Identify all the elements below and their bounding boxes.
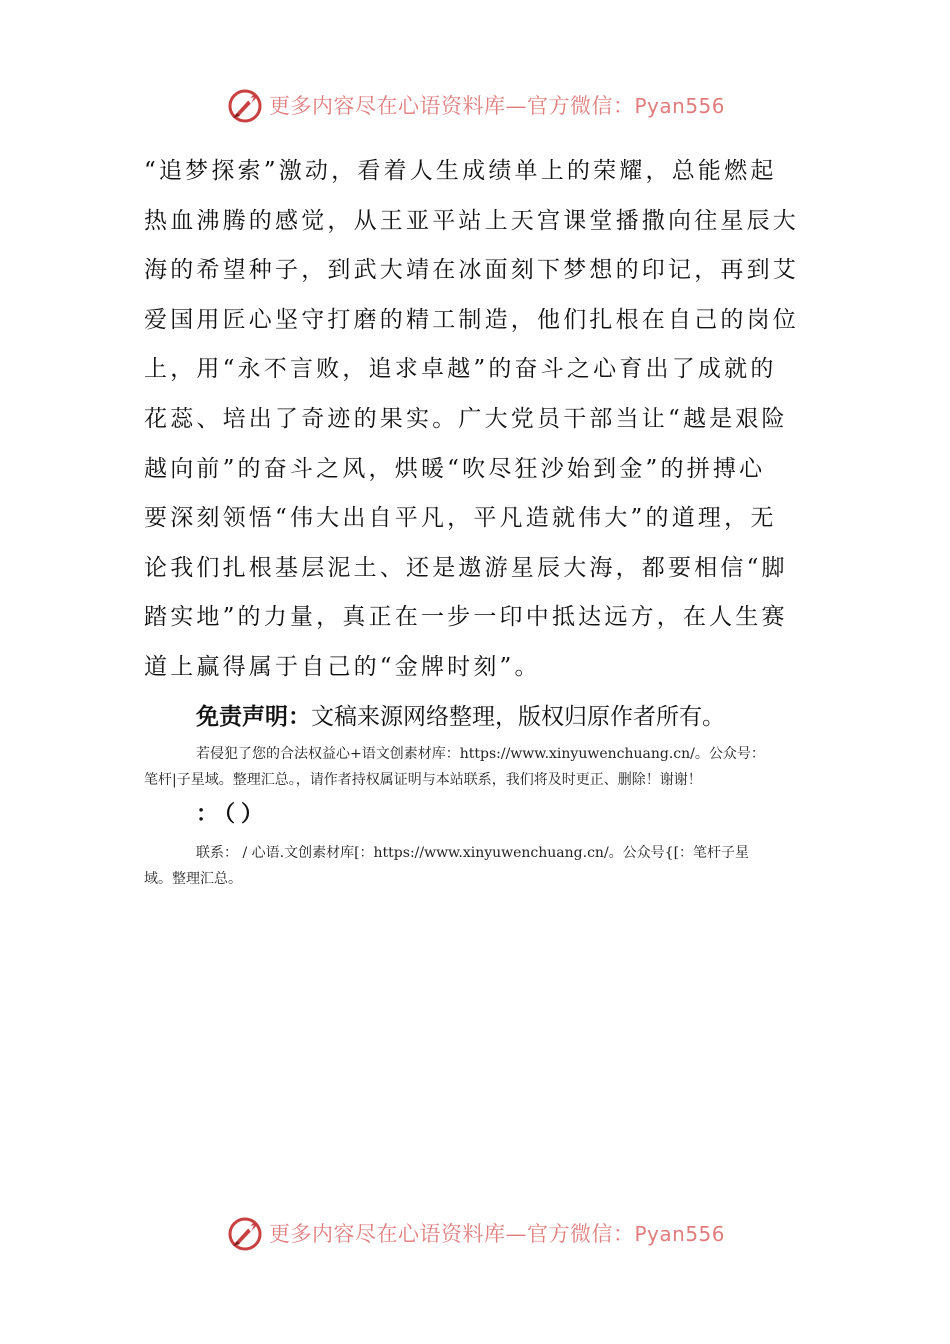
body-line: 踏实地”的力量，真正在一步一印中抵达远方，在人生赛 bbox=[144, 604, 788, 631]
body-line: 要深刻领悟“伟大出自平凡，平凡造就伟大”的道理，无 bbox=[144, 505, 777, 532]
punctuation-mark: ：（） bbox=[196, 802, 270, 827]
disclaimer-text: 文稿来源网络整理，版权归原作者所有。 bbox=[311, 704, 725, 730]
banner-text bbox=[269, 90, 725, 120]
body-line: 道上赢得属于自己的“金牌时刻”。 bbox=[144, 653, 541, 680]
header-banner bbox=[0, 80, 950, 130]
banner-slogan: 更多内容尽在心语资料库—官方微信： bbox=[268, 1222, 635, 1246]
body-paragraph bbox=[144, 147, 806, 693]
footer-banner bbox=[0, 1208, 950, 1258]
body-line: 爱国用匠心坚守打磨的精工制造，他们扎根在自己的岗位 bbox=[144, 306, 799, 333]
body-line: 论我们扎根基层泥土、还是遨游星辰大海，都要相信“脚 bbox=[144, 554, 788, 581]
banner-wechat-id: Pyan556 bbox=[634, 94, 725, 118]
disclaimer-label: 免责声明： bbox=[196, 704, 311, 730]
body-line: 热血沸腾的感觉，从王亚平站上天宫课堂播撒向往星辰大 bbox=[144, 207, 799, 234]
banner-text bbox=[269, 1218, 725, 1248]
quill-logo-icon bbox=[225, 85, 265, 125]
notice-line-1: 若侵犯了您的合法权益心+语文创素材库：https://www.xinyuwenchuang.cn/。公众号： bbox=[196, 746, 765, 762]
body-line: “追梦探索”激动，看着人生成绩单上的荣耀，总能燃起 bbox=[144, 158, 777, 184]
notice-line-2: 笔杆|子星域。整理汇总。，请作者持权属证明与本站联系，我们将及时更正、删除！谢谢！ bbox=[144, 772, 702, 788]
quill-logo-icon bbox=[225, 1213, 265, 1253]
banner-slogan: 更多内容尽在心语资料库—官方微信： bbox=[268, 94, 635, 118]
banner-wechat-id: Pyan556 bbox=[634, 1222, 725, 1246]
body-line: 花蕊、培出了奇迹的果实。广大党员干部当让“越是艰险 bbox=[144, 405, 788, 432]
copyright-notice bbox=[144, 741, 814, 793]
contact-notice bbox=[144, 840, 814, 892]
body-line: 越向前”的奋斗之风，烘暖“吹尽狂沙始到金”的拼搏心 bbox=[144, 455, 766, 482]
body-line: 上，用“永不言败，追求卓越”的奋斗之心育出了成就的 bbox=[144, 356, 777, 383]
contact-line-2: 域。整理汇总。 bbox=[144, 871, 242, 887]
contact-line-1: 联系： / 心语.文创素材库[：https://www.xinyuwenchuang.cn/。公众号{[：笔杆子星 bbox=[196, 845, 750, 861]
disclaimer bbox=[196, 699, 806, 735]
body-line: 海的希望种子，到武大靖在冰面刻下梦想的印记，再到艾 bbox=[144, 257, 799, 284]
